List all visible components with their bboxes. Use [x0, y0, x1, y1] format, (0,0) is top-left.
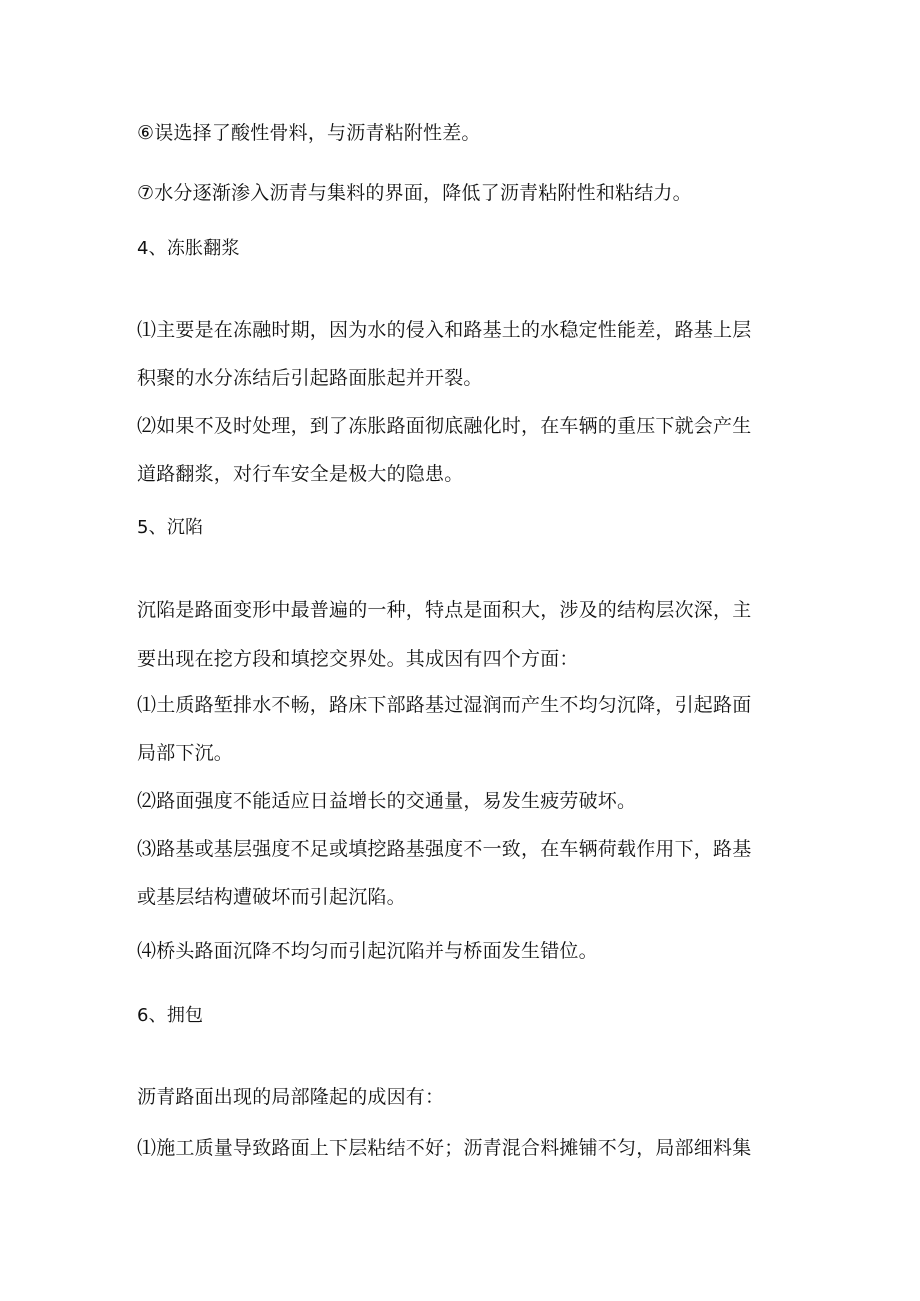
section-heading-4: 4、冻胀翻浆 [137, 238, 240, 259]
subsidence-intro-line-1: 沉陷是路面变形中最普遍的一种，特点是面积大，涉及的结构层次深，主 [137, 599, 752, 621]
subsidence-paragraph-3-line-1: ⑶路基或基层强度不足或填挖路基强度不一致，在车辆荷载作用下，路基 [137, 838, 752, 860]
frost-paragraph-2-line-2: 道路翻浆，对行车安全是极大的隐患。 [137, 463, 464, 485]
subsidence-paragraph-1-line-2: 局部下沉。 [137, 742, 234, 764]
subsidence-paragraph-4-line-1: ⑷桥头路面沉降不均匀而引起沉陷并与桥面发生错位。 [137, 940, 598, 962]
section-heading-6: 6、拥包 [137, 1005, 204, 1026]
subsidence-paragraph-1-line-1: ⑴土质路堑排水不畅，路床下部路基过湿润而产生不均匀沉降，引起路面 [137, 694, 752, 716]
frost-paragraph-1-line-1: ⑴主要是在冻融时期，因为水的侵入和路基土的水稳定性能差，路基上层 [137, 319, 752, 341]
subsidence-intro-line-2: 要出现在挖方段和填挖交界处。其成因有四个方面： [137, 648, 579, 670]
bulge-intro-line: 沥青路面出现的局部隆起的成因有： [137, 1086, 445, 1108]
subsidence-paragraph-3-line-2: 或基层结构遭破坏而引起沉陷。 [137, 886, 406, 908]
item-6-text: ⑥误选择了酸性骨料，与沥青粘附性差。 [137, 122, 481, 144]
item-7-text: ⑦水分逐渐渗入沥青与集料的界面，降低了沥青粘附性和粘结力。 [137, 182, 692, 204]
subsidence-paragraph-2-line-1: ⑵路面强度不能适应日益增长的交通量，易发生疲劳破坏。 [137, 790, 637, 812]
bulge-paragraph-1-line-1: ⑴施工质量导致路面上下层粘结不好；沥青混合料摊铺不匀，局部细料集 [137, 1137, 752, 1159]
frost-paragraph-2-line-1: ⑵如果不及时处理，到了冻胀路面彻底融化时，在车辆的重压下就会产生 [137, 415, 752, 437]
section-heading-5: 5、沉陷 [137, 517, 204, 538]
frost-paragraph-1-line-2: 积聚的水分冻结后引起路面胀起并开裂。 [137, 367, 483, 389]
